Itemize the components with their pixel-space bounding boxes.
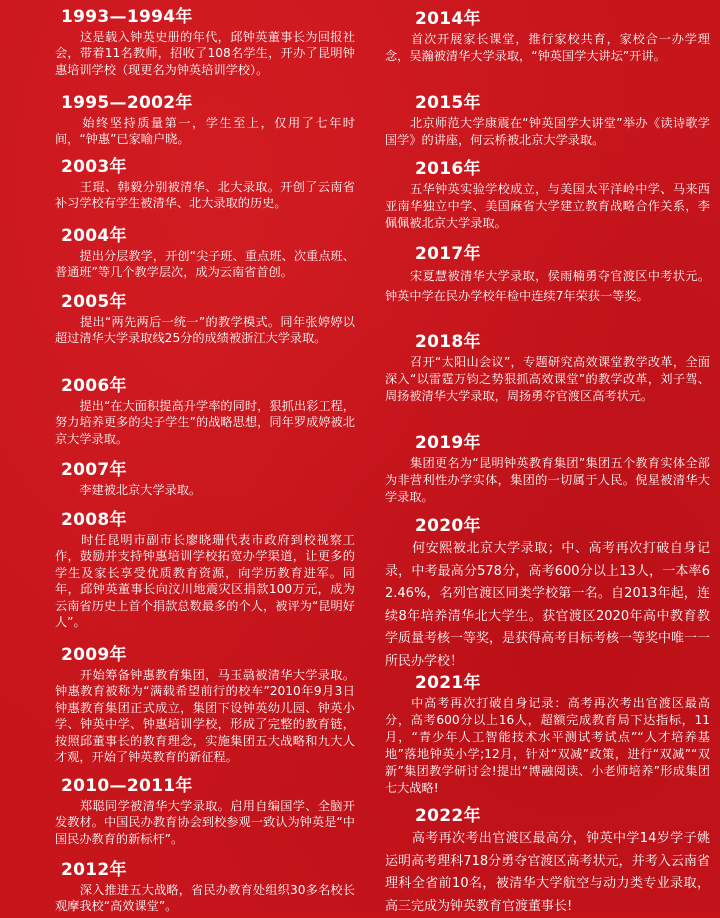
year-heading: 2005年 (61, 292, 127, 312)
year-heading: 2008年 (61, 510, 127, 530)
timeline-entry-2012 (55, 860, 355, 915)
entry-text: 始终坚持质量第一，学生至上，仅用了七年时间，“钟惠”已家喻户晓。 (55, 116, 355, 147)
year-heading: 2012年 (61, 860, 127, 880)
year-heading: 2014年 (415, 9, 481, 29)
entry-text: 李建被北京大学录取。 (55, 483, 202, 497)
year-heading: 2018年 (415, 332, 481, 352)
year-heading: 2007年 (61, 460, 127, 480)
timeline-entry-2004 (55, 226, 355, 281)
year-heading: 2016年 (415, 159, 481, 179)
entry-text: 深入推进五大战略，省民办教育处组织30多名校长观摩我校“高效课堂”。 (55, 883, 355, 914)
year-heading: 2009年 (61, 645, 127, 665)
year-heading: 2015年 (415, 93, 481, 113)
year-heading: 2021年 (415, 673, 481, 693)
year-heading: 2010—2011年 (61, 776, 193, 796)
timeline-entry-2021 (385, 673, 710, 797)
entry-text: 北京师范大学康震在“钟英国学大讲堂”举办《读诗歌学国学》的讲座，何云桥被北京大学录取。 (385, 116, 710, 147)
entry-text: 宋夏慧被清华大学录取，侯雨楠勇夺官渡区中考状元。钟英中学在民办学校年检中连续7年荣获一等奖。 (385, 269, 710, 303)
timeline-entry-2020 (385, 516, 710, 673)
year-heading: 2006年 (61, 376, 127, 396)
timeline-entry-2014 (385, 9, 710, 65)
year-heading: 2020年 (415, 516, 481, 536)
entry-text: 时任昆明市副市长廖晓珊代表市政府到校视察工作，鼓励并支持钟惠培训学校拓宽办学渠道，让更多的学生及家长享受优质教育资源，向学历教育进军。同年，邱钟英董事长向汶川地震灾区捐款100万元，成为云南省历史上首个捐款总数最多的个人，被评为“昆明好人”。 (55, 533, 355, 630)
timeline-entry-2018 (385, 332, 710, 405)
year-heading: 2004年 (61, 226, 127, 246)
timeline-entry-2003 (55, 157, 355, 212)
entry-text: 高考再次考出官渡区最高分，钟英中学14岁学子姚运明高考理科718分勇夺官渡区高考状元，并考入云南省理科全省前10名，被清华大学航空与动力类专业录取，高三完成为钟英教育官渡董事长! (385, 831, 710, 914)
entry-text: 五华钟英实验学校成立，与美国太平洋岭中学、马来西亚南华独立中学、美国麻省大学建立教育战略合作关系，李佩佩被北京大学录取。 (385, 182, 710, 230)
year-heading: 2019年 (415, 433, 481, 453)
timeline-entry-2010 (55, 776, 355, 847)
entry-text: 何安熙被北京大学录取；中、高考再次打破自身记录，中考最高分578分，高考600分以上13人，一本率62.46%，名列官渡区同类学校第一名。自2013年起，连续8年培养清华北大学生。获官渡区2020年高中教育教学质量考核一等奖，是获得高考目标考核一等奖中唯一一所民办学校！ (385, 541, 711, 669)
timeline-entry-2009 (55, 645, 355, 765)
year-heading: 2022年 (415, 806, 481, 826)
entry-text: 召开“太阳山会议”，专题研究高效课堂教学改革，全面深入“以雷霆万钧之势狠抓高效课堂”的教学改革，刘子驾、周扬被清华大学录取，周扬勇夺官渡区高考状元。 (385, 355, 710, 403)
timeline-entry-2022 (385, 806, 710, 918)
timeline-entry-1993 (55, 7, 355, 78)
entry-text: 郑聪同学被清华大学录取。启用自编国学、全脑开发教材。中国民办教育协会到校参观一致认为钟英是“中国民办教育的新标杆”。 (55, 799, 355, 846)
timeline-entry-2017 (385, 244, 710, 306)
timeline-entry-2015 (385, 93, 710, 149)
entry-text: 王琨、韩毅分别被清华、北大录取。开创了云南省补习学校有学生被清华、北大录取的历史。 (55, 180, 355, 211)
year-heading: 2017年 (415, 244, 481, 264)
entry-text: 这是载入钟英史册的年代，邱钟英董事长为回报社会，带着11名教师，招收了108名学生，开办了昆明钟惠培训学校（现更名为钟英培训学校）。 (55, 30, 355, 77)
entry-text: 中高考再次打破自身记录：高考再次考出官渡区最高分，高考600分以上16人，超额完成教育局下达指标，11月，“青少年人工智能技术水平测试考试点”“人才培养基地”落地钟英小学;12月，针对“双减”政策，进行“双减”“双新”集团教学研讨会!提出“博融阅读、小老师培养”形成集团七大战略! (385, 696, 710, 795)
timeline-entry-2005 (55, 292, 355, 347)
year-heading: 1995—2002年 (61, 93, 193, 113)
entry-text: 首次开展家长课堂，推行家校共育，家校合一办学理念，吴瀚被清华大学录取，“钟英国学大讲坛”开讲。 (385, 32, 710, 63)
timeline-entry-2006 (55, 376, 355, 447)
year-heading: 1993—1994年 (61, 7, 193, 27)
timeline-entry-2007 (55, 460, 355, 498)
timeline-entry-2019 (385, 433, 710, 506)
entry-text: 开始筹备钟惠教育集团，马玉骉被清华大学录取。钟惠教育被称为“满载希望前行的校车”2010年9月3日钟惠教育集团正式成立，集团下设钟英幼儿园、钟英小学、钟英中学、钟惠培训学校，形成了完整的教育链，按照邱董事长的教育理念，实施集团五大战略和九大人才观，开始了钟英教育的新征程。 (55, 668, 355, 765)
entry-text: 提出“两先两后一统一”的教学模式。同年张婷婷以超过清华大学录取线25分的成绩被浙江大学录取。 (55, 315, 355, 346)
year-heading: 2003年 (61, 157, 127, 177)
timeline-entry-2008 (55, 510, 355, 630)
entry-text: 集团更名为“昆明钟英教育集团”集团五个教育实体全部为非营利性办学实体，集团的一切属于人民。倪星被清华大学录取。 (385, 456, 710, 504)
entry-text: 提出分层教学，开创“尖子班、重点班、次重点班、普通班”等几个教学层次，成为云南省首创。 (55, 249, 355, 280)
timeline-entry-1995 (55, 93, 355, 148)
entry-text: 提出“在大面积提高升学率的同时，狠抓出彩工程，努力培养更多的尖子学生”的战略思想，同年罗成婷被北京大学录取。 (55, 399, 355, 446)
timeline-entry-2016 (385, 159, 710, 232)
